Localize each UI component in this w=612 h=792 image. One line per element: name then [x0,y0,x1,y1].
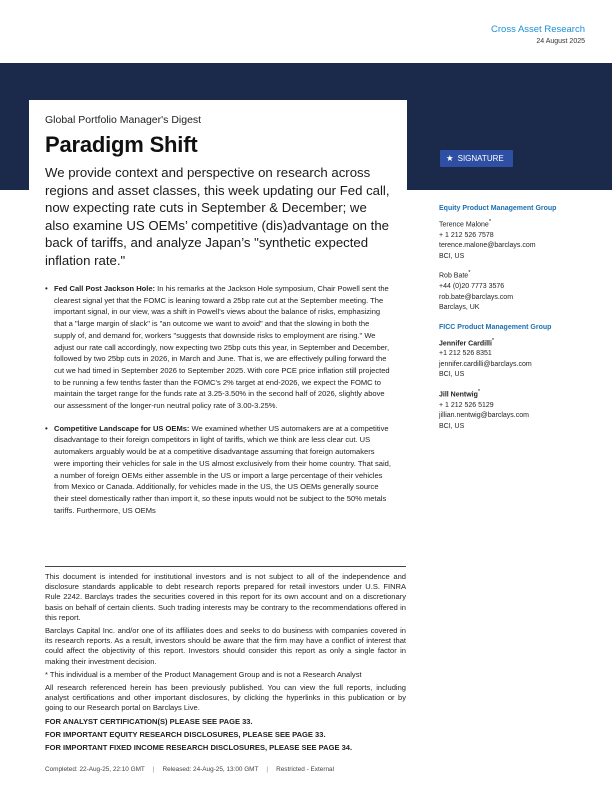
contacts-panel [439,205,599,438]
contact-card [439,336,599,381]
contact-mark: * [488,219,492,225]
restriction-label: Restricted - External [276,766,334,773]
bullet-us-oems [45,423,391,517]
contact-card [439,217,599,262]
report-summary: We provide context and perspective on research across regions and asset classes, this week updating our Fed call, now expecting rate cuts in September & December; we also examine US OEMs’ competitive (dis)advantage on the back of tariffs, and analyze Japan’s "synthetic expected inflation rate." [45,165,390,268]
bullet-fed-call [45,283,391,412]
signature-label: SIGNATURE [457,154,504,163]
completed-timestamp: Completed: 22-Aug-25, 22:10 GMT [45,766,145,773]
contact-mark: * [491,337,495,344]
contact-entity: BCI, US [439,371,465,379]
footer-metadata [45,766,334,773]
series-name: Global Portfolio Manager's Digest [45,114,202,126]
contact-mark: * [468,270,471,277]
bullet-text: In his remarks at the Jackson Hole symposium, Chair Powell sent the clearest signal yet that the FOMC is leaning toward a 25bp rate cut at the September meeting. The important signal, in our view, was a shift in Powell's views about the balance of risks, emphasizing that a "large margin of slack" is "an outcome we want to avoid" and that the slowing in both the supply of, and demand for, workers "suggests that downside risks to employment are rising." We adjust our rate call accordingly, now expecting two 25bp cuts this year, in September and December, followed by two 25bp cuts in 2026, in March and June. That is, we are effectively pulling forward the cut we had timed in September 2026 to September 2025. With core PCE price inflation still projected to be running a few tenths faster than the FOMC's 2% target at end-2026, we expect the FOMC to maintain the target range for the funds rate at 3.25-3.50% in the second half of 2026, slightly above our assessment of the longer-run neutral policy rate of 3.00-3.25%. [54,284,390,411]
disclaimer-paragraph: All research referenced herein has been previously published. You can view the full reports, including analyst certifications and other important disclosures, by clicking the hyperlinks in this publication or by going to our Research portal on Barclays Live. [45,683,406,713]
contact-phone: +1 212 526 8351 [439,350,492,358]
star-icon: ★ [446,153,454,163]
disclaimer-section [45,566,406,756]
contact-phone: +44 (0)20 7773 3576 [439,283,505,291]
bullet-text: We examined whether US automakers are at a competitive disadvantage to their foreign competitors in light of tariffs, which we think are less clear cut. US automakers arguably would be at a competitive disadvantage assuming that foreign automakers were importing their vehicles for sale in the US almost exclusively from their home country. That said, a number of foreign OEMs either assemble in the US or import a large percentage of their vehicles from Mexico or Canada. Additionally, for vehicles made in the US, the US OEMs generally source their steel domestically rather than import it, so these inputs would not be subject to the 50% metals tariffs. Furthermore, US OEMs [54,423,391,515]
contact-name: Jill Nentwig [439,391,478,399]
contact-card [439,387,599,432]
page-title: Paradigm Shift [45,132,198,157]
certification-notice[interactable]: FOR ANALYST CERTIFICATION(S) PLEASE SEE PAGE 33. [45,716,253,726]
contact-mark: * [477,388,481,395]
contact-email[interactable]: terence.malone@barclays.com [439,242,536,250]
equity-disclosure-notice[interactable]: FOR IMPORTANT EQUITY RESEARCH DISCLOSURES, PLEASE SEE PAGE 33. [45,729,326,739]
contact-entity: BCI, US [439,422,465,430]
contact-phone: + 1 212 526 5129 [439,401,494,409]
contact-email[interactable]: rob.bate@barclays.com [439,293,514,301]
released-timestamp: Released: 24-Aug-25, 13:00 GMT [162,766,259,773]
contact-email[interactable]: jillian.nentwig@barclays.com [439,412,529,420]
bullet-dot-icon: • [45,284,48,293]
contact-email[interactable]: jennifer.cardilli@barclays.com [439,360,532,368]
main-content [29,100,407,560]
signature-badge[interactable] [440,150,513,167]
ficc-group-heading: FICC Product Management Group [439,323,552,331]
report-header [491,24,585,45]
contact-name: Jennifer Cardilli [439,339,492,347]
disclaimer-paragraph: This document is intended for institutional investors and is not subject to all of the independence and disclosure standards applicable to debt research reports prepared for retail investors under U.S. FINRA Rule 2242. Barclays trades the securities covered in this report for its own account and on a discretionary basis on behalf of certain clients. Such trading interests may be contrary to the recommendations offered in this report. [45,572,406,622]
footer-separator: | [266,766,269,773]
bullet-heading[interactable]: Fed Call Post Jackson Hole: [54,284,156,293]
contact-entity: BCI, US [439,252,465,260]
fixed-income-disclosure-notice[interactable]: FOR IMPORTANT FIXED INCOME RESEARCH DISCLOSURES, PLEASE SEE PAGE 34. [45,743,353,753]
contact-name: Terence Malone [439,221,489,229]
report-date: 24 August 2025 [536,38,585,45]
contact-phone: + 1 212 526 7578 [439,231,494,239]
bullet-dot-icon: • [45,423,48,433]
bullet-heading[interactable]: Competitive Landscape for US OEMs: [54,423,190,433]
disclaimer-paragraph: Barclays Capital Inc. and/or one of its affiliates does and seeks to do business with companies covered in its research reports. As a result, investors should be aware that the firm may have a conflict of interest that could affect the objectivity of this report. Investors should consider this report as only a single factor in making their investment decision. [45,626,406,666]
contact-name: Rob Bate [439,272,469,280]
footer-separator: | [152,766,155,773]
equity-group-heading: Equity Product Management Group [439,205,557,212]
contact-entity: Barclays, UK [439,304,480,312]
contact-card [439,268,599,313]
disclaimer-footnote: * This individual is a member of the Product Management Group and is not a Research Analyst [45,669,362,679]
bullet-list [45,283,391,516]
brand-label: Cross Asset Research [491,24,585,35]
